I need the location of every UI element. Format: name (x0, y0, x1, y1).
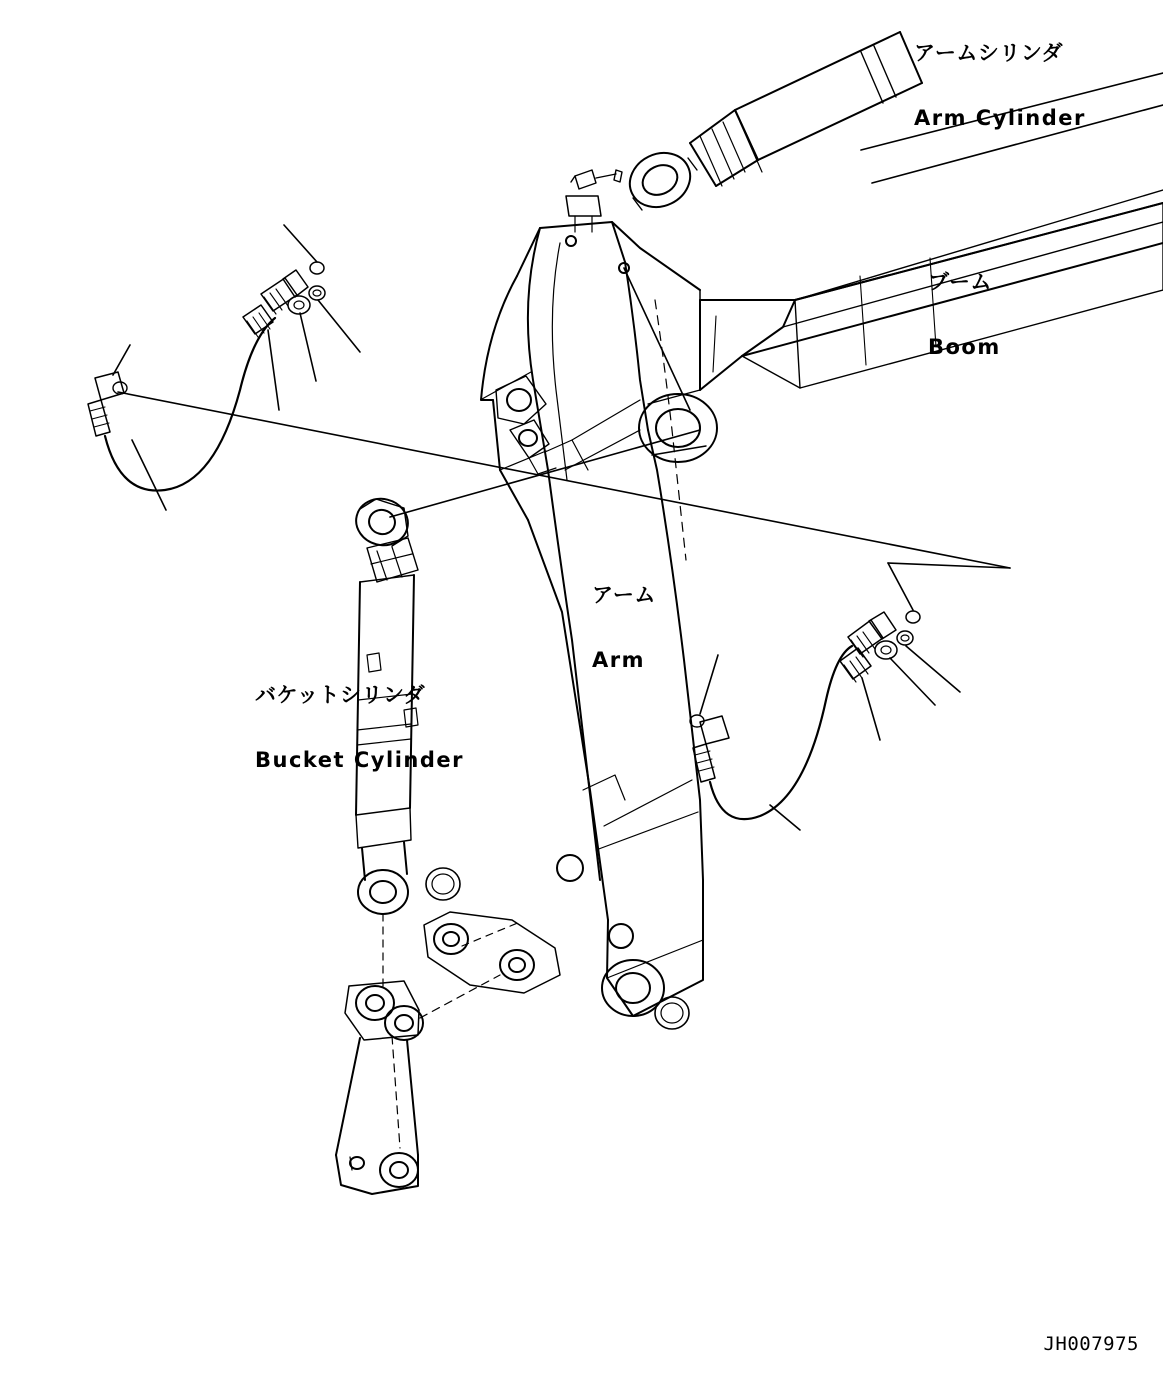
label-arm-en: Arm (592, 647, 645, 672)
left-sensor-harness (88, 262, 325, 491)
right-sensor-harness (690, 611, 920, 819)
arm-cylinder-part (571, 32, 922, 217)
label-bucket-cylinder-jp: バケットシリンダ (255, 683, 426, 708)
label-bucket-cylinder (255, 644, 464, 812)
label-arm-cylinder-jp: アームシリンダ (914, 41, 1064, 66)
label-boom-en: Boom (928, 334, 1001, 359)
label-arm-cylinder (914, 2, 1086, 170)
pointer-lines-secondary (615, 175, 700, 410)
drawing-number: JH007975 (1043, 1333, 1139, 1355)
label-arm-cylinder-en: Arm Cylinder (914, 105, 1086, 130)
label-arm-jp: アーム (592, 583, 656, 608)
label-boom-jp: ブーム (928, 270, 992, 295)
bucket-linkage (336, 868, 689, 1194)
label-arm (592, 544, 656, 712)
label-bucket-cylinder-en: Bucket Cylinder (255, 747, 464, 772)
label-boom (928, 231, 1001, 399)
